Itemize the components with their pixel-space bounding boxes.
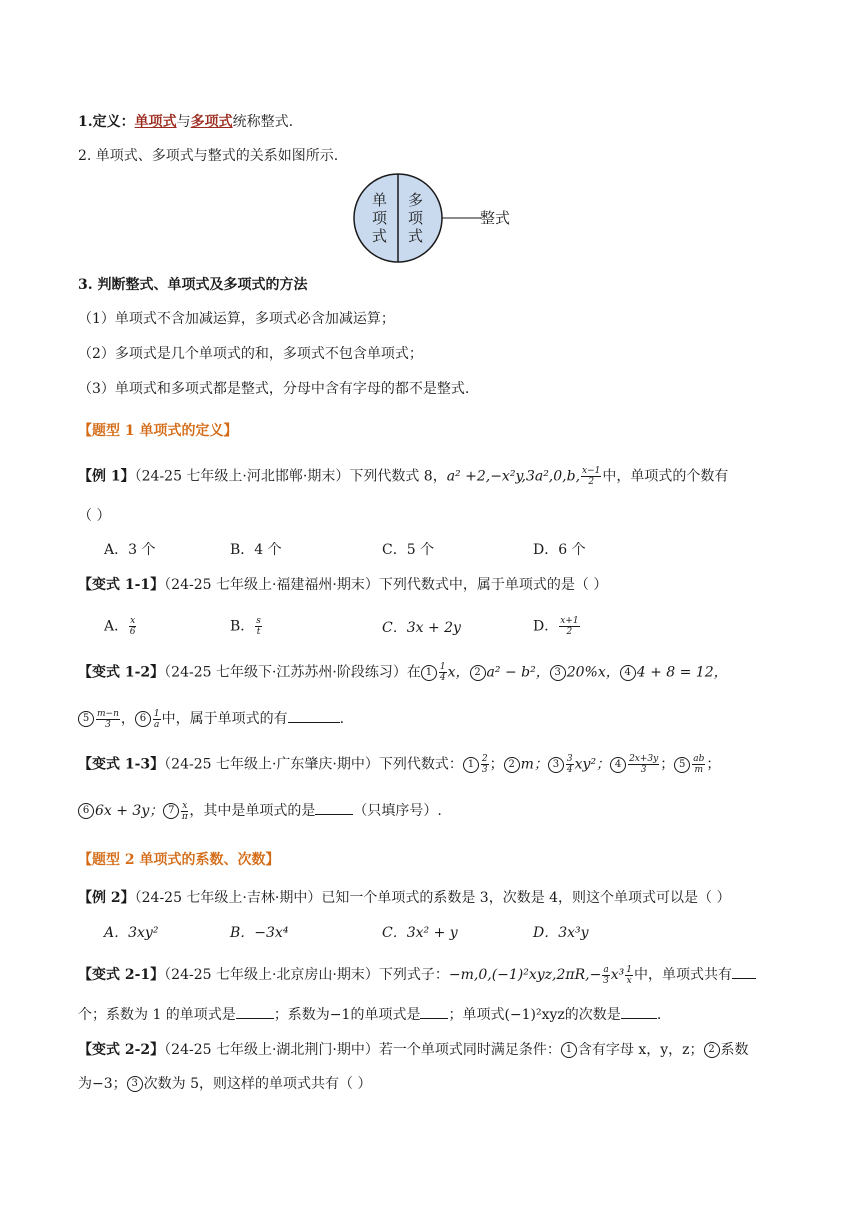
sec3-item-1: （1）单项式不含加减运算，多项式必含加减运算； <box>78 311 395 327</box>
definition-line <box>78 112 293 132</box>
term-polynomial: 多项式 <box>190 114 233 130</box>
v11-option-a: A． $\frac{x}{6}$ <box>104 616 136 637</box>
left-char-0: 单 <box>372 191 388 209</box>
ex1-tail: 中，单项式的个数有 <box>602 468 729 485</box>
ex1-option-a: A．3 个 <box>104 542 156 558</box>
v22-line-1: 【变式 2-2】（24-25 七年级上·湖北荆门·期中）若一个单项式同时满足条件： 1 含有字母 x，y，z； 2 系数 <box>78 1042 749 1058</box>
term-monomial: 单项式 <box>134 114 177 130</box>
ex1-expr: a² +2,−x²y,3a²,0,b, <box>446 468 581 485</box>
v22-line-2: 为−3； 3 次数为 5，则这样的单项式共有（ ） <box>78 1076 372 1092</box>
ex1-tag: 【例 1】 <box>78 468 135 485</box>
v11-option-c: C．3x + 2y <box>382 620 461 636</box>
v12-answer-blank <box>288 708 340 723</box>
v21-blank-1 <box>732 964 756 979</box>
v21-line-1: 【变式 2-1】（24-25 七年级上·北京房山·期末）下列式子：−m,0,(−1)²xyz,2πR,− $\frac{a}{3}$ x³ $\frac{1}{x}$ 中，单项式共有 <box>78 964 756 986</box>
v11-option-b: B． $\frac{s}{t}$ <box>230 616 261 637</box>
v21-blank-4 <box>621 1004 657 1019</box>
ex1-line <box>78 466 728 487</box>
sec1-mid: 与 <box>176 114 191 130</box>
sec1-post: 统称整式. <box>232 114 294 130</box>
right-char-1: 项 <box>408 209 424 227</box>
sec3-item-2: （2）多项式是几个单项式的和，多项式不包含单项式； <box>78 346 423 362</box>
type1-title: 【题型 1 单项式的定义】 <box>78 423 238 439</box>
ex1-src: （24-25 七年级上·河北邯郸·期末）下列代数式 8， <box>134 468 447 485</box>
ex2-option-d: D．3x³y <box>533 925 589 941</box>
v13-line-1: 【变式 1-3】（24-25 七年级上·广东肇庆·期中）下列代数式： 1 $\frac{2}{3}$ ； 2 m； 3 $\frac{3}{4}$ xy²； 4 $\frac{2x+3y}{3}$ ； 5 $\frac{ab}{m}$ ； <box>78 754 721 775</box>
left-char-2: 式 <box>372 227 388 245</box>
left-char-1: 项 <box>372 209 388 227</box>
v12-line-2: 5 $\frac{m-n}{3}$ ， 6 $\frac{1}{a}$ 中，属于单项式的有 . <box>78 708 344 730</box>
v13-line-2: 6 6x + 3y； 7 $\frac{x}{\pi}$ ，其中是单项式的是 （只填序号）. <box>78 800 442 822</box>
ex1-paren: （ ） <box>78 508 111 524</box>
type2-title: 【题型 2 单项式的系数、次数】 <box>78 852 280 868</box>
v11-src: （24-25 七年级上·福建福州·期末）下列代数式中，属于单项式的是（ ） <box>164 577 608 593</box>
v11-option-d: D． $\frac{x+1}{2}$ <box>533 616 579 637</box>
ex1-option-c: C．5 个 <box>382 542 435 558</box>
v21-blank-2 <box>236 1004 274 1019</box>
right-char-2: 式 <box>408 227 424 245</box>
ex2-option-c: C．3x² + y <box>382 925 458 941</box>
sec3-title: 3. 判断整式、单项式及多项式的方法 <box>78 277 308 293</box>
sec2-line: 2. 单项式、多项式与整式的关系如图所示. <box>78 148 339 164</box>
relationship-diagram <box>352 172 522 264</box>
v12-line-1: 【变式 1-2】（24-25 七年级下·江苏苏州·阶段练习）在 1 $\frac{1}{4}$ x， 2 a² − b²， 3 20%x， 4 4 + 8 = 12， <box>78 662 728 683</box>
ex2-line: 【例 2】（24-25 七年级上·吉林·期中）已知一个单项式的系数是 3，次数是 4，则这个单项式可以是（ ） <box>78 890 731 906</box>
ex2-option-b: B．−3x⁴ <box>230 925 289 941</box>
ex2-option-a: A．3xy² <box>104 925 159 941</box>
right-char-0: 多 <box>408 191 424 209</box>
v21-blank-3 <box>420 1004 448 1019</box>
v11-tag: 【变式 1-1】 <box>78 577 165 593</box>
integral-label: 整式 <box>480 209 511 227</box>
v21-line-2: 个；系数为 1 的单项式是 ；系数为−1的单项式是 ；单项式(−1)²xyz的次数是 . <box>78 1004 661 1025</box>
sec3-item-3: （3）单项式和多项式都是整式，分母中含有字母的都不是整式. <box>78 381 470 397</box>
ex1-option-d: D．6 个 <box>533 542 586 558</box>
ex1-option-b: B．4 个 <box>230 542 282 558</box>
sec1-pre: 定义： <box>92 114 135 130</box>
v13-answer-blank <box>315 800 353 815</box>
ex1-fraction: $\frac{x-1}{2}$ <box>582 466 601 487</box>
v11-line <box>78 575 607 595</box>
sec1-num: 1. <box>78 114 93 130</box>
